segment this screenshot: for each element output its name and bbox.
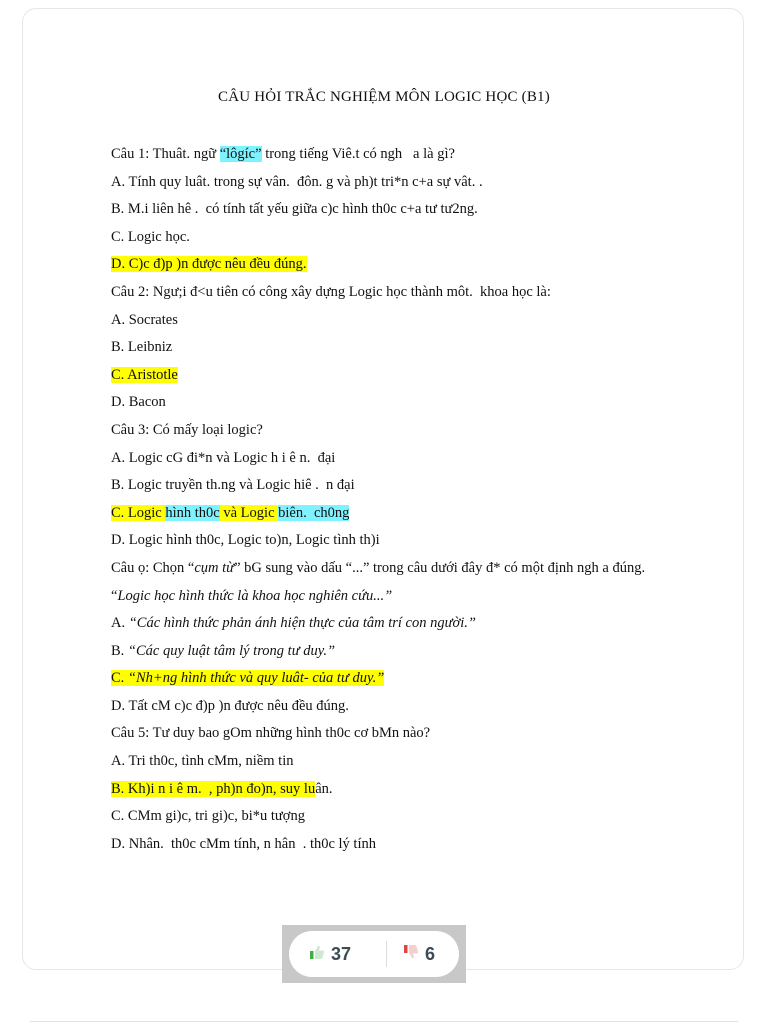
- text-run: “Các quy luật tâm lý trong tư duy.”: [127, 642, 336, 659]
- highlighted-text: “Nh+ng hình thức và quy luât- của tư duy.”: [127, 670, 385, 687]
- text-run: Câu 2: Ngư;i đ<u tiên có công xây dựng Logic học thành môt. khoa học là:: [111, 283, 551, 300]
- text-run: D. Logic hình th0c, Logic to)n, Logic tình th)i: [111, 532, 380, 549]
- upvote-button[interactable]: [309, 942, 351, 966]
- document-line: [111, 421, 663, 439]
- document-line: [111, 559, 663, 577]
- text-run: B.: [111, 642, 128, 659]
- document-line: [111, 669, 663, 687]
- text-run: C. CMm gi)c, tri gi)c, bi*u tượng: [111, 808, 305, 825]
- document-line: [111, 366, 663, 384]
- document-line: [111, 724, 663, 742]
- highlighted-text: C.: [111, 670, 128, 687]
- document-line: [111, 200, 663, 218]
- text-run: “: [111, 587, 118, 604]
- document-line: [111, 807, 663, 825]
- highlighted-text: C. Aristotle: [111, 366, 178, 383]
- document-line: [111, 780, 663, 798]
- text-run: A. Socrates: [111, 311, 178, 328]
- text-run: D. Nhân. th0c cMm tính, n hân . th0c lý tính: [111, 835, 376, 852]
- vote-divider: [386, 941, 387, 967]
- document-line: [111, 283, 663, 301]
- document-line: [111, 228, 663, 246]
- text-run: ” bG sung vào dấu “...” trong câu dưới đây đ* có một định ngh a đúng.: [234, 559, 646, 576]
- text-run: ân.: [315, 780, 333, 797]
- text-run: A. Tri th0c, tình cMm, niềm tin: [111, 753, 294, 770]
- document-line: [111, 752, 663, 770]
- document-line: [111, 173, 663, 191]
- text-run: Logic học hình thức là khoa học nghiên cứu...”: [117, 587, 393, 604]
- text-run: Câu ọ: Chọn “: [111, 559, 195, 576]
- thumbs-down-icon: [403, 944, 419, 965]
- text-run: B. Logic truyền th.ng và Logic hiê . n đại: [111, 477, 355, 494]
- document-line: [111, 393, 663, 411]
- text-run: Câu 1: Thuât. ngữ: [111, 146, 220, 162]
- text-run: D. Tất cM c)c đ)p )n được nêu đều đúng.: [111, 697, 349, 714]
- thumbs-up-icon: [309, 944, 325, 965]
- page-bottom-divider: [30, 1021, 738, 1022]
- document-line: [111, 504, 663, 522]
- document-line: [111, 835, 663, 853]
- text-run: cụm từ: [194, 559, 235, 576]
- text-run: D. Bacon: [111, 394, 166, 411]
- vote-pill: [289, 931, 459, 977]
- text-run: trong tiếng Viê.t có ngh a là gì?: [261, 146, 455, 162]
- text-run: Câu 5: Tư duy bao gOm những hình th0c cơ bMn nào?: [111, 725, 431, 742]
- upvote-count: 37: [331, 943, 352, 964]
- document-line: [111, 311, 663, 329]
- downvote-button[interactable]: [403, 942, 435, 966]
- document-body: [111, 145, 663, 862]
- text-run: C. Logic học.: [111, 228, 190, 245]
- document-line: [111, 449, 663, 467]
- document-line: [111, 255, 663, 273]
- text-run: A. Logic cG đi*n và Logic h i ê n. đại: [111, 449, 336, 466]
- document-line: [111, 338, 663, 356]
- highlighted-text: biên. ch0ng: [278, 504, 350, 521]
- highlighted-text: hình th0c: [165, 504, 220, 521]
- highlighted-text: C. Logic: [111, 504, 166, 521]
- highlighted-text: D. C)c đ)p )n được nêu đều đúng.: [111, 256, 307, 273]
- highlighted-text: và Logic: [219, 504, 279, 521]
- document-line: [111, 697, 663, 715]
- text-run: A.: [111, 615, 129, 632]
- vote-bar: [282, 925, 466, 983]
- text-run: Câu 3: Có mấy loại logic?: [111, 421, 263, 438]
- highlighted-text: “lôgíc”: [219, 146, 262, 162]
- document-line: [111, 587, 663, 605]
- document-line: [111, 531, 663, 549]
- document-title: CÂU HỎI TRẮC NGHIỆM MÔN LOGIC HỌC (B1): [218, 89, 550, 105]
- text-run: B. M.i liên hê . có tính tất yếu giữa c)c hình th0c c+a tư tư2ng.: [111, 201, 478, 218]
- document-line: [111, 642, 663, 660]
- text-run: B. Leibniz: [111, 339, 173, 356]
- text-run: A. Tính quy luât. trong sự vân. đôn. g và ph)t tri*n c+a sự vât. .: [111, 173, 483, 190]
- downvote-count: 6: [425, 943, 436, 964]
- text-run: “Các hình thức phản ánh hiện thực của tâm trí con người.”: [128, 615, 476, 632]
- document-line: [111, 614, 663, 632]
- document-line: [111, 145, 663, 163]
- document-line: [111, 476, 663, 494]
- highlighted-text: B. Kh)i n i ê m. , ph)n đo)n, suy lu: [111, 780, 316, 797]
